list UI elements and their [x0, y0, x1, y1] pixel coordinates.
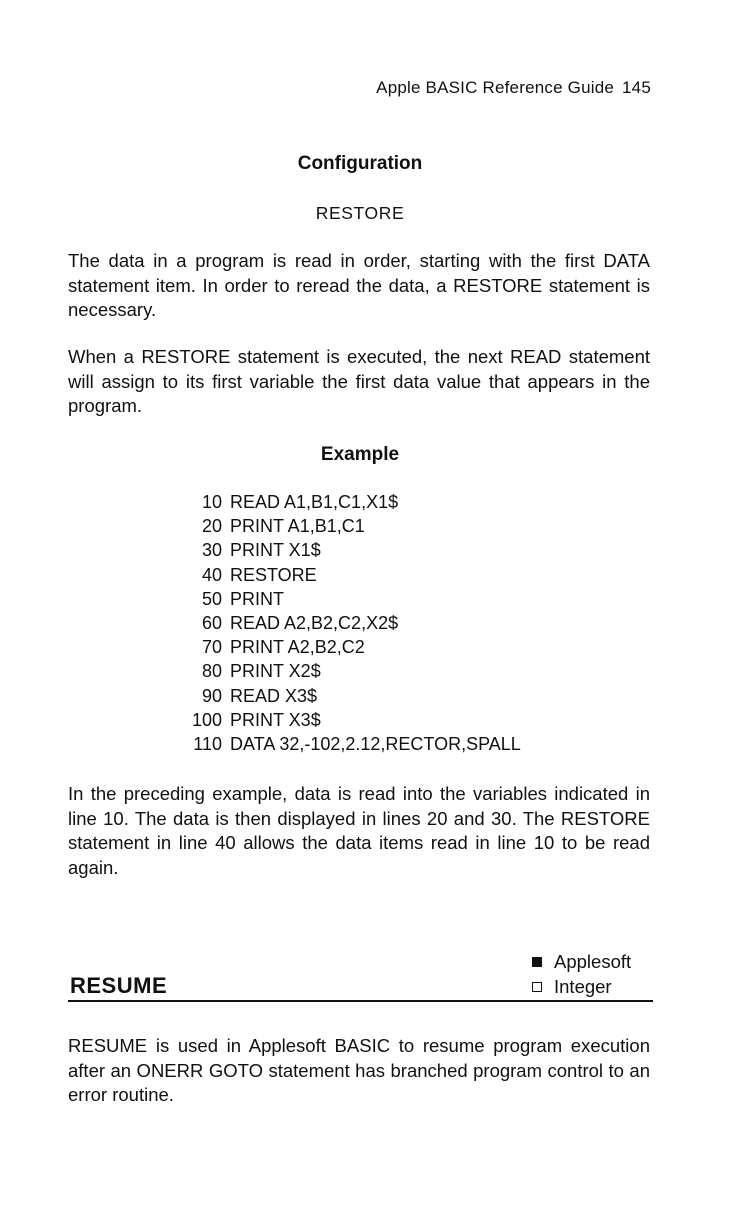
code-line	[186, 611, 521, 635]
code-line	[186, 732, 521, 756]
line-code: READ A1,B1,C1,X1$	[230, 492, 399, 512]
line-number: 30	[201, 540, 222, 561]
code-line	[186, 563, 521, 587]
line-code: DATA 32,-102,2.12,RECTOR,SPALL	[230, 734, 521, 755]
legend-label-applesoft: Applesoft	[554, 951, 632, 972]
code-line	[186, 659, 521, 683]
paragraph-resume-description: RESUME is used in Applesoft BASIC to resume program execution after an ONERR GOTO statement has branched program control to an error routine.	[68, 1035, 650, 1105]
section-rule	[68, 1000, 653, 1002]
empty-square-icon	[532, 982, 542, 992]
line-code: RESTORE	[230, 564, 317, 585]
line-number: 10	[201, 492, 222, 512]
line-code: READ X3$	[230, 685, 318, 706]
line-code: PRINT A1,B1,C1	[230, 516, 365, 537]
paragraph-data-order: The data in a program is read in order, starting with the first DATA statement item. In order to reread the data, a RESTORE statement is necessary.	[68, 250, 650, 320]
section-title: RESUME	[70, 973, 168, 998]
paragraph-example-explanation: In the preceding example, data is read into the variables indicated in line 10. The data is then displayed in lines 20 and 30. The RESTORE statement in line 40 allows the data items read in line 10 to be read again.	[68, 783, 650, 878]
code-line	[186, 708, 521, 732]
line-number: 70	[201, 637, 222, 658]
line-code: PRINT A2,B2,C2	[230, 637, 365, 658]
code-line	[186, 684, 521, 708]
line-number: 80	[201, 661, 222, 682]
legend-label-integer: Integer	[554, 975, 612, 997]
legend-row-integer	[532, 975, 631, 1000]
configuration-heading: Configuration	[297, 153, 423, 174]
line-code: PRINT X2$	[230, 661, 321, 682]
code-line	[186, 635, 521, 659]
line-number: 100	[191, 709, 222, 730]
filled-square-icon	[532, 957, 542, 967]
line-number: 110	[193, 734, 222, 755]
code-example	[186, 490, 521, 756]
line-code: PRINT X1$	[230, 540, 321, 561]
line-number: 90	[201, 685, 222, 706]
paragraph-restore-behavior: When a RESTORE statement is executed, the next READ statement will assign to its first variable the first data value that appears in the program.	[68, 346, 650, 416]
page-number: 145	[622, 78, 651, 97]
running-header	[376, 78, 651, 98]
header-title: Apple BASIC Reference Guide	[376, 78, 615, 97]
code-line	[186, 490, 521, 514]
example-heading: Example	[320, 444, 400, 465]
code-line	[186, 538, 521, 562]
line-code: READ A2,B2,C2,X2$	[230, 613, 399, 634]
applies-to-legend	[532, 950, 631, 999]
configuration-syntax: RESTORE	[315, 203, 405, 223]
line-number: 60	[201, 613, 222, 634]
line-code: PRINT X3$	[230, 709, 321, 730]
line-code: PRINT	[230, 588, 284, 609]
code-line	[186, 587, 521, 611]
legend-row-applesoft	[532, 950, 631, 975]
line-number: 50	[201, 588, 222, 609]
code-line	[186, 514, 521, 538]
line-number: 40	[201, 564, 222, 585]
line-number: 20	[201, 516, 222, 537]
